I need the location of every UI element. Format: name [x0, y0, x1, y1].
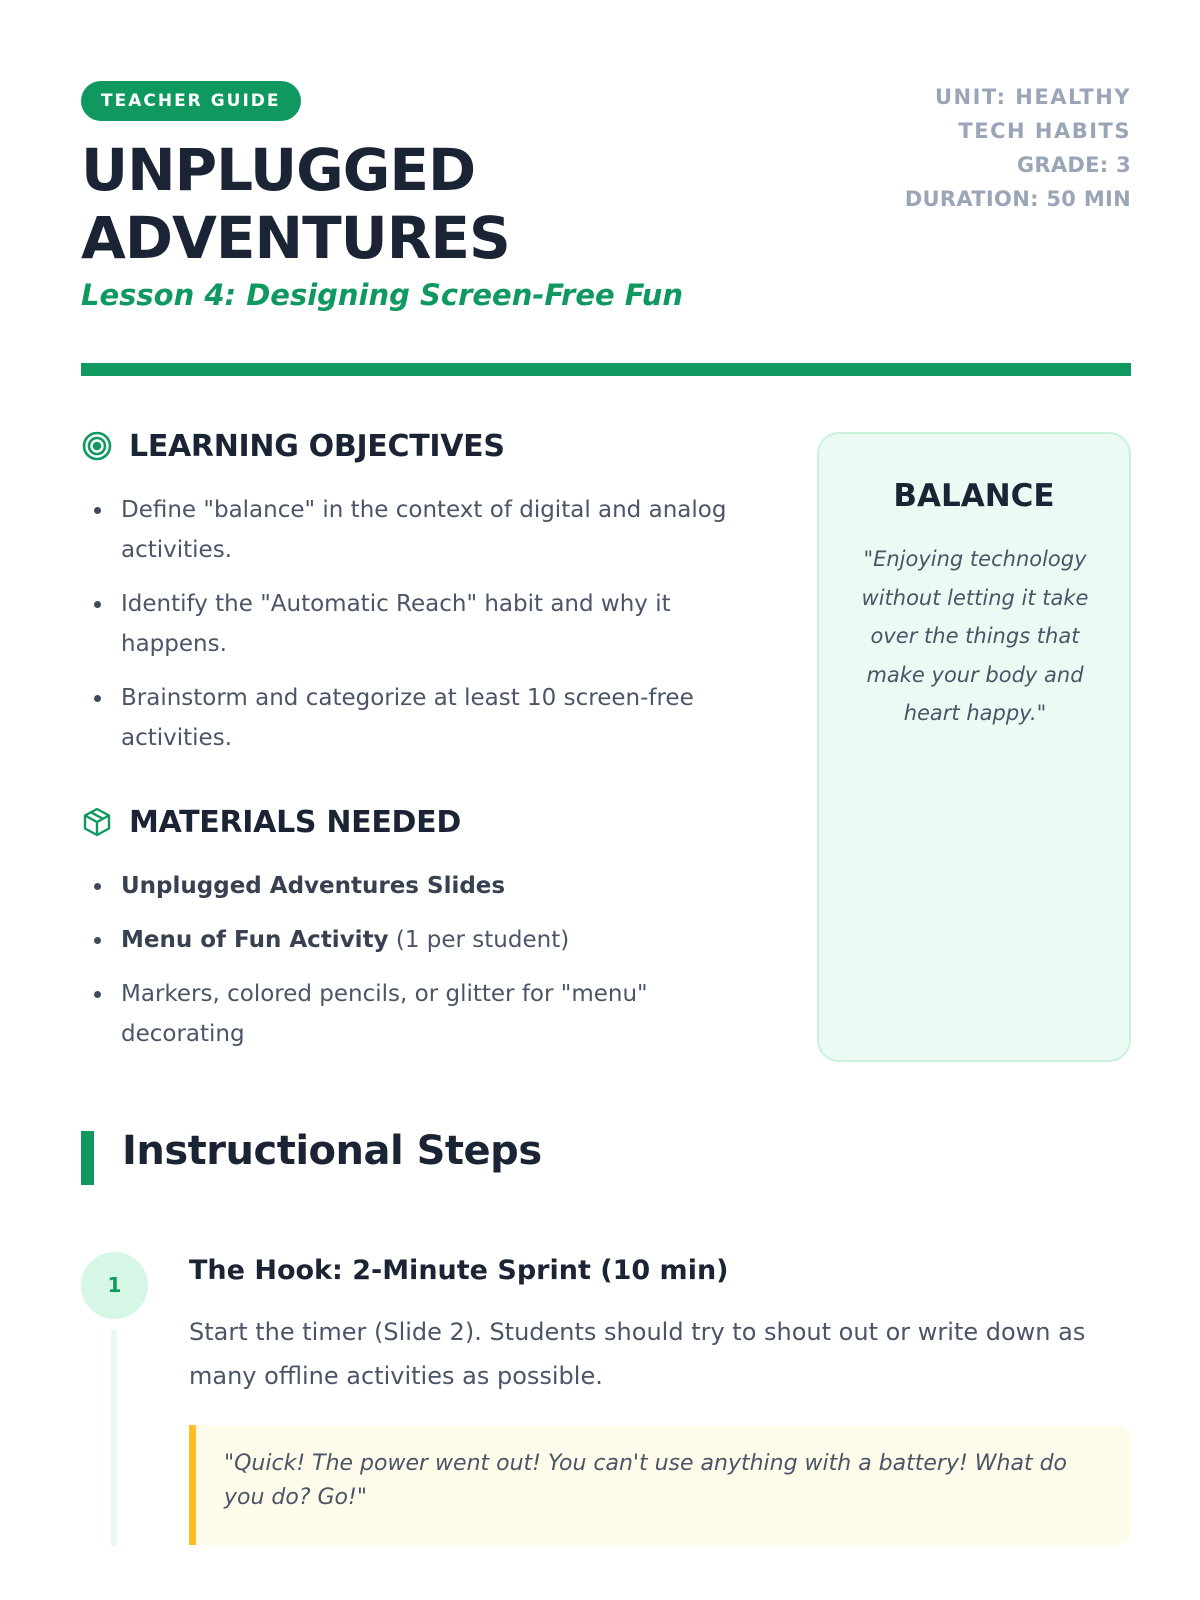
- lesson-page: [81, 0, 1131, 1600]
- step-number-badge: 1: [81, 1252, 148, 1319]
- page-title: UNPLUGGED ADVENTURES: [81, 136, 510, 272]
- list-item: Brainstorm and categorize at least 10 screen-free activities.: [81, 678, 771, 758]
- material-name: Menu of Fun Activity: [121, 927, 389, 953]
- duration-label: DURATION: 50 MIN: [904, 187, 1131, 211]
- material-name: Unplugged Adventures Slides: [121, 873, 506, 899]
- target-icon: [81, 430, 113, 462]
- objectives-heading: [81, 428, 505, 464]
- balance-card-title: BALANCE: [893, 478, 1055, 514]
- teacher-guide-badge: TEACHER GUIDE: [81, 81, 301, 121]
- balance-card: [817, 432, 1131, 1062]
- step-quote: "Quick! The power went out! You can't use anything with a battery! What do you do? Go!": [189, 1425, 1131, 1545]
- objectives-title: LEARNING OBJECTIVES: [129, 428, 505, 464]
- step-description: Start the timer (Slide 2). Students should try to shout out or write down as many offline activities as possible.: [189, 1318, 1086, 1390]
- balance-card-quote: "Enjoying technology without letting it take over the things that make your body and heart happy.": [861, 547, 1089, 725]
- section-accent-bar: [81, 1131, 94, 1185]
- list-item: Identify the "Automatic Reach" habit and why it happens.: [81, 584, 771, 664]
- list-item: Define "balance" in the context of digital and analog activities.: [81, 490, 771, 570]
- material-note: Markers, colored pencils, or glitter for "menu" decorating: [121, 981, 648, 1047]
- step-connector: [111, 1330, 117, 1546]
- material-note: (1 per student): [388, 927, 570, 953]
- step-title: The Hook: 2-Minute Sprint (10 min): [189, 1255, 729, 1286]
- list-item: [81, 920, 771, 960]
- steps-title: Instructional Steps: [122, 1128, 542, 1174]
- unit-label: UNIT: HEALTHY TECH HABITS: [934, 85, 1131, 143]
- list-item: [81, 866, 771, 906]
- objectives-list: [81, 490, 771, 772]
- materials-heading: [81, 804, 461, 840]
- materials-list: [81, 866, 771, 1068]
- grade-label: GRADE: 3: [1016, 153, 1131, 177]
- materials-title: MATERIALS NEEDED: [129, 804, 461, 840]
- header-divider: [81, 363, 1131, 376]
- lesson-meta: [801, 80, 1131, 216]
- list-item: [81, 974, 771, 1054]
- lesson-subtitle: Lesson 4: Designing Screen-Free Fun: [81, 278, 684, 312]
- box-icon: [81, 806, 113, 838]
